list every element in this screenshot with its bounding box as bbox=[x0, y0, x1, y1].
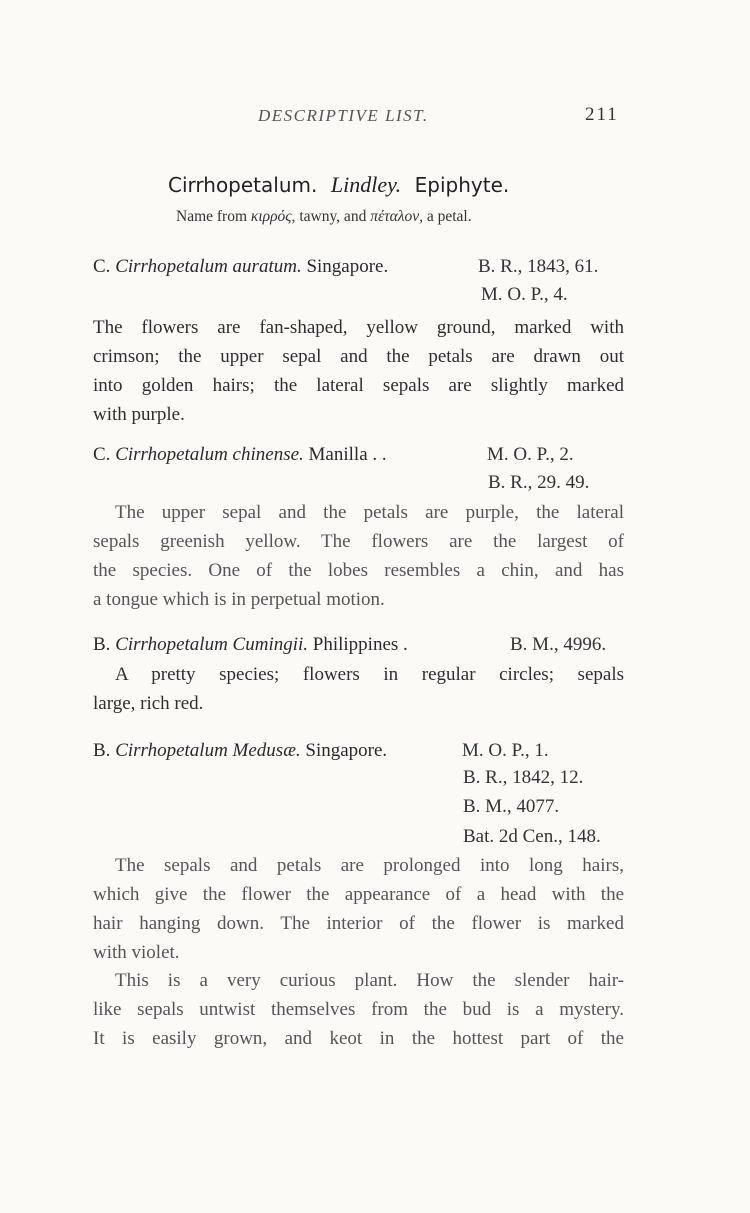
running-head: DESCRIPTIVE LIST. bbox=[258, 106, 429, 125]
entry-reference: M. O. P., 1. bbox=[462, 740, 549, 761]
etymology-line bbox=[176, 208, 472, 226]
text-line: A pretty species; flowers in regular circles; sepals bbox=[115, 664, 624, 685]
text-line: It is easily grown, and keot in the hottest part of the bbox=[93, 1028, 624, 1049]
entry-reference: B. M., 4996. bbox=[510, 634, 607, 655]
genus-name: Cirrhopetalum. bbox=[168, 173, 318, 197]
etymology-prefix: Name from bbox=[176, 208, 248, 225]
entry-name: Cirrhopetalum chinense. bbox=[115, 444, 304, 465]
etymology-meaning-1: tawny, and bbox=[299, 208, 367, 225]
text-line: like sepals untwist themselves from the bud is a mystery. bbox=[93, 999, 624, 1020]
entry-locality: Philippines . bbox=[312, 634, 408, 655]
entry-heading-medusae bbox=[93, 740, 387, 762]
entry-name: Cirrhopetalum Medusæ. bbox=[115, 740, 301, 761]
text-line: hair hanging down. The interior of the flower is marked bbox=[93, 913, 624, 934]
entry-reference: M. O. P., 2. bbox=[487, 444, 574, 465]
entry-reference: B. R., 29. 49. bbox=[488, 472, 590, 493]
entry-locality: Manilla . . bbox=[308, 444, 387, 465]
entry-heading-auratum bbox=[93, 256, 388, 278]
etymology-greek-2: πέταλον, bbox=[370, 208, 423, 225]
entry-grade: C. bbox=[93, 256, 111, 277]
entry-grade: C. bbox=[93, 444, 111, 465]
entry-heading-cumingii bbox=[93, 634, 408, 656]
text-line: with purple. bbox=[93, 404, 185, 425]
text-line: a tongue which is in perpetual motion. bbox=[93, 589, 385, 610]
text-line: This is a very curious plant. How the slender hair- bbox=[115, 970, 624, 991]
entry-note-medusae bbox=[93, 966, 624, 1053]
entry-description-chinense bbox=[93, 498, 624, 614]
text-line: The upper sepal and the petals are purple, the lateral bbox=[115, 502, 624, 523]
text-line: with violet. bbox=[93, 942, 180, 963]
entry-name: Cirrhopetalum Cumingii. bbox=[115, 634, 309, 655]
text-line: into golden hairs; the lateral sepals are slightly marked bbox=[93, 375, 624, 396]
entry-reference: B. R., 1842, 12. bbox=[463, 767, 584, 788]
entry-reference: Bat. 2d Cen., 148. bbox=[463, 826, 601, 847]
text-line: sepals greenish yellow. The flowers are the largest of bbox=[93, 531, 624, 552]
entry-heading-chinense bbox=[93, 444, 387, 466]
entry-description-medusae bbox=[93, 851, 624, 967]
entry-grade: B. bbox=[93, 634, 111, 655]
entry-description-auratum bbox=[93, 313, 624, 429]
text-line: crimson; the upper sepal and the petals are drawn out bbox=[93, 346, 624, 367]
text-line: which give the flower the appearance of a head with the bbox=[93, 884, 624, 905]
text-line: large, rich red. bbox=[93, 693, 204, 714]
etymology-meaning-2: a petal. bbox=[426, 208, 472, 225]
entry-reference: B. R., 1843, 61. bbox=[478, 256, 599, 277]
genus-heading bbox=[168, 172, 509, 198]
entry-grade: B. bbox=[93, 740, 111, 761]
page-number: 211 bbox=[585, 104, 619, 125]
entry-reference: B. M., 4077. bbox=[463, 796, 560, 817]
entry-description-cumingii bbox=[93, 660, 624, 718]
text-line: The flowers are fan-shaped, yellow ground, marked with bbox=[93, 317, 624, 338]
genus-habit: Epiphyte. bbox=[414, 173, 510, 197]
entry-locality: Singapore. bbox=[306, 256, 389, 277]
text-line: The sepals and petals are prolonged into long hairs, bbox=[115, 855, 624, 876]
entry-locality: Singapore. bbox=[305, 740, 388, 761]
genus-author: Lindley. bbox=[330, 172, 402, 197]
entry-name: Cirrhopetalum auratum. bbox=[115, 256, 302, 277]
text-line: the species. One of the lobes resembles a chin, and has bbox=[93, 560, 624, 581]
entry-reference: M. O. P., 4. bbox=[481, 284, 568, 305]
etymology-greek-1: κιρρός, bbox=[250, 208, 296, 225]
